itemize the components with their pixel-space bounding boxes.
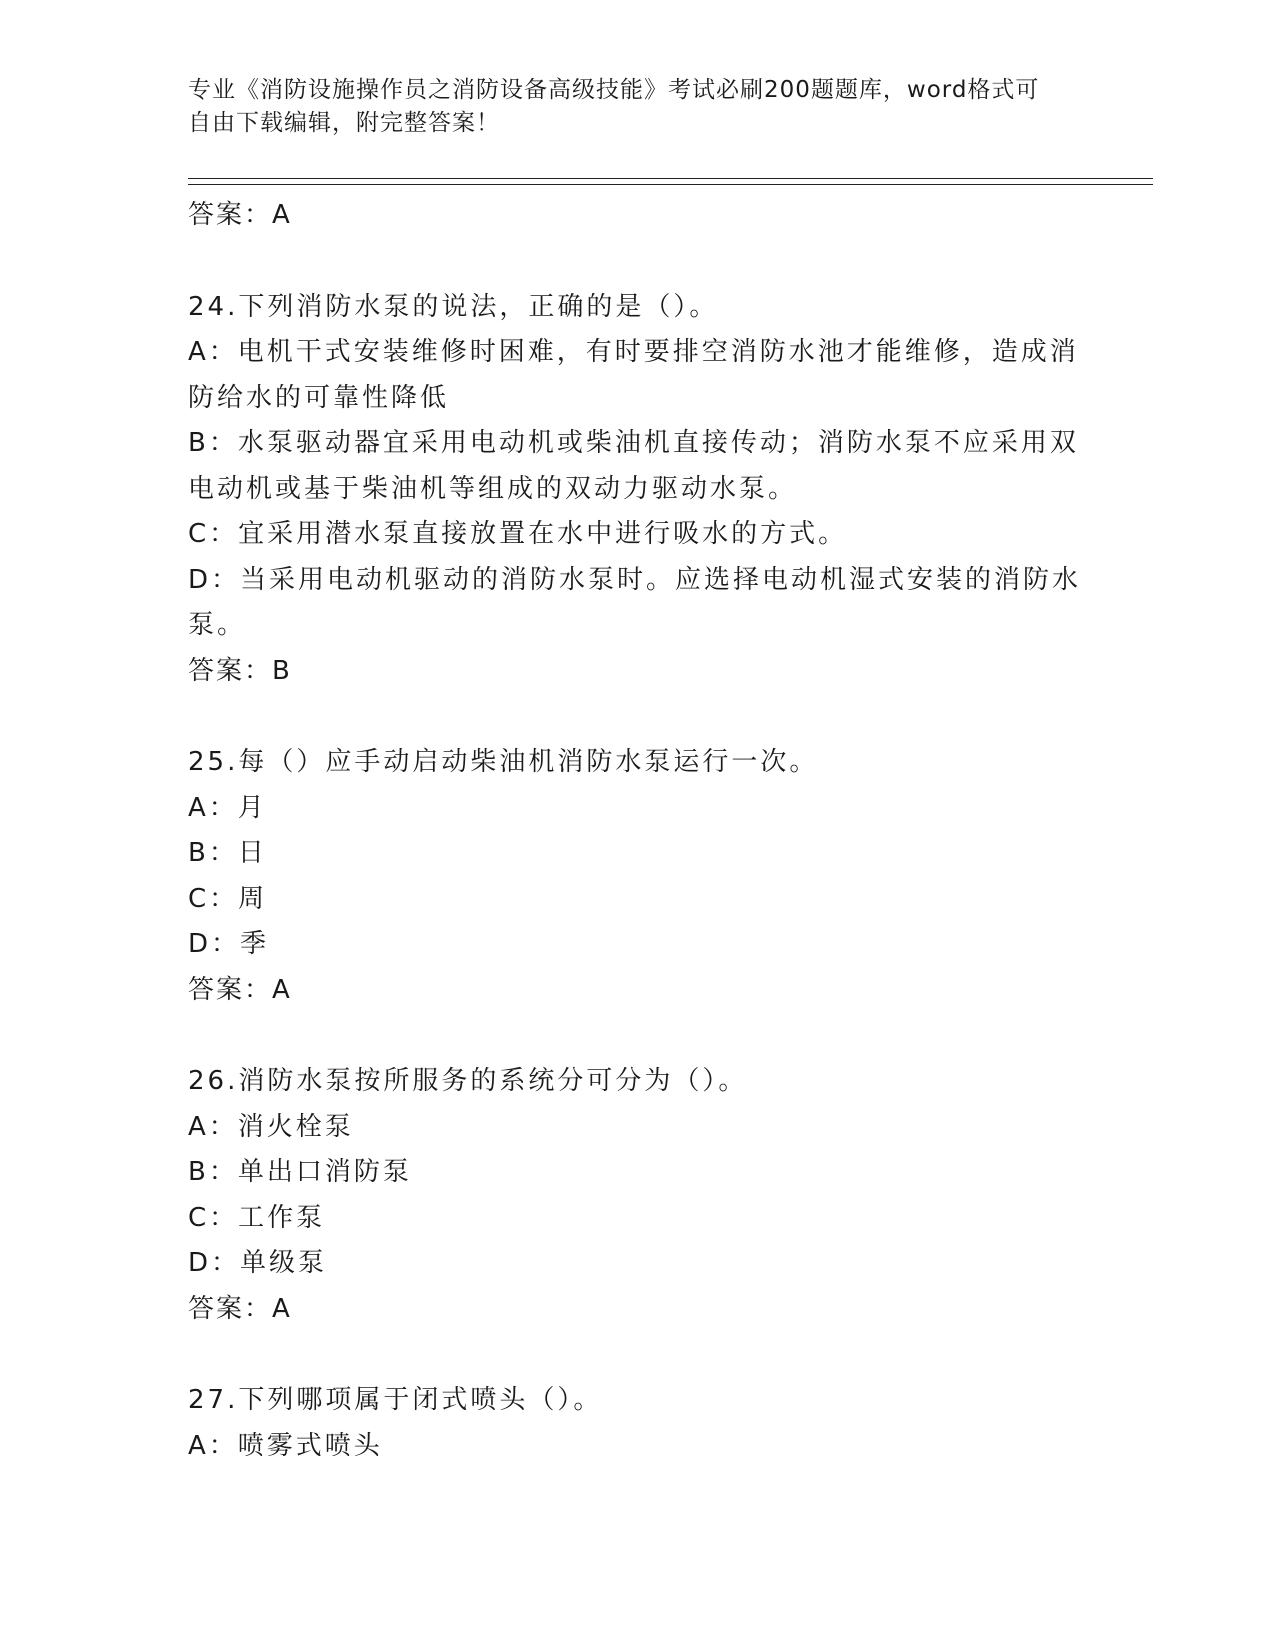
option-b-line-2: 电动机或基于柴油机等组成的双动力驱动水泵。 xyxy=(188,473,798,504)
page-header xyxy=(188,74,1068,140)
option-c: C：工作泵 xyxy=(188,1202,326,1233)
spacer xyxy=(188,239,1088,285)
question-stem-25: 25.每（）应手动启动柴油机消防水泵运行一次。 xyxy=(188,747,819,777)
option-a: A：月 xyxy=(188,792,267,823)
question-stem-24: 24.下列消防水泵的说法，正确的是（）。 xyxy=(188,291,719,322)
option-b: B：单出口消防泵 xyxy=(188,1157,412,1187)
header-divider-top xyxy=(188,178,1153,179)
answer-24: 答案：B xyxy=(188,655,292,686)
question-stem-27: 27.下列哪项属于闭式喷头（）。 xyxy=(188,1385,603,1415)
option-d: D：季 xyxy=(188,929,270,959)
spacer xyxy=(188,694,1088,740)
option-c: C：宜采用潜水泵直接放置在水中进行吸水的方式。 xyxy=(188,519,848,549)
spacer xyxy=(188,1332,1088,1378)
header-line-1: 专业《消防设施操作员之消防设备高级技能》考试必刷200题题库，word格式可 xyxy=(188,77,1040,103)
option-d-line-1: D：当采用电动机驱动的消防水泵时。应选择电动机湿式安装的消防水 xyxy=(188,564,1082,595)
answer-25: 答案：A xyxy=(188,974,292,1005)
question-list xyxy=(188,193,1088,1469)
option-c: C：周 xyxy=(188,883,268,914)
header-divider-bottom xyxy=(188,184,1153,185)
option-d-line-2: 泵。 xyxy=(188,610,247,640)
option-b: B：日 xyxy=(188,838,267,868)
answer-26: 答案：A xyxy=(188,1293,292,1324)
option-a-line-1: A：电机干式安装维修时困难，有时要排空消防水池才能维修，造成消 xyxy=(188,337,1079,367)
option-d: D：单级泵 xyxy=(188,1248,328,1278)
question-stem-26: 26.消防水泵按所服务的系统分可分为（）。 xyxy=(188,1066,748,1096)
header-line-2: 自由下载编辑，附完整答案！ xyxy=(188,110,500,136)
option-a: A：喷雾式喷头 xyxy=(188,1430,383,1461)
option-a: A：消火栓泵 xyxy=(188,1111,354,1142)
spacer xyxy=(188,1013,1088,1059)
previous-answer: 答案：A xyxy=(188,200,292,230)
option-b-line-1: B：水泵驱动器宜采用电动机或柴油机直接传动；消防水泵不应采用双 xyxy=(188,428,1079,458)
option-a-line-2: 防给水的可靠性降低 xyxy=(188,382,450,413)
